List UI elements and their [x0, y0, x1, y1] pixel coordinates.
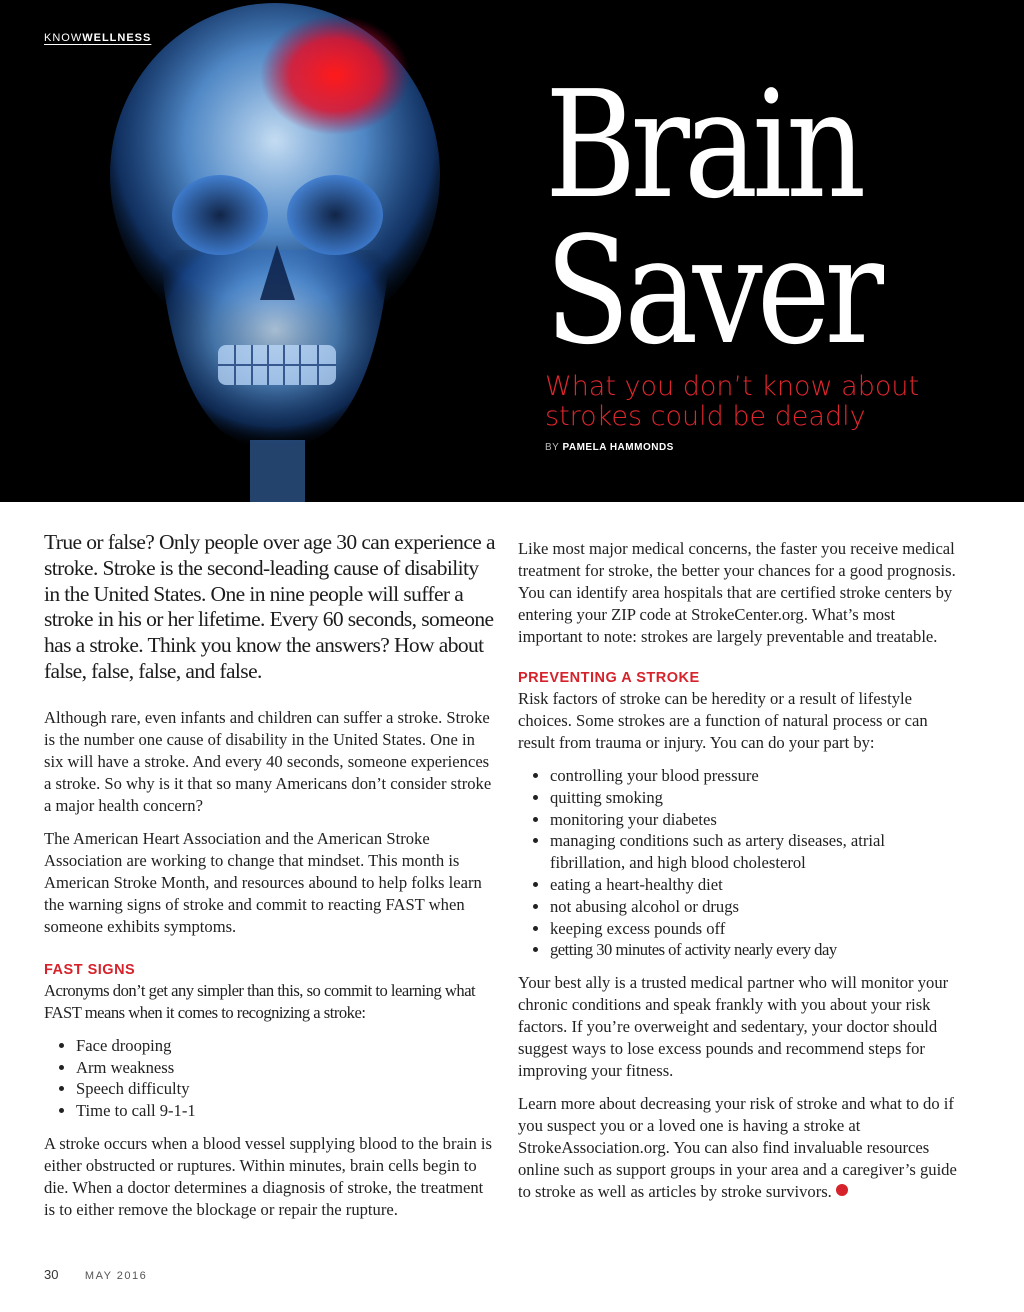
- fast-signs-list: [44, 1035, 496, 1122]
- body-paragraph: Your best ally is a trusted medical partner who will monitor your chronic conditions and speak frankly with you about your risk factors. If you’re overweight and sedentary, your doctor should suggest ways to lose excess pounds and recommend steps for improving your fitness.: [518, 973, 949, 1081]
- byline-author: PAMELA HAMMONDS: [562, 442, 674, 453]
- list-item: • quitting smoking: [550, 787, 960, 809]
- section-tag-know: KNOW: [44, 32, 83, 44]
- list-item: • not abusing alcohol or drugs: [550, 896, 960, 918]
- preventing-heading: PREVENTING A STROKE: [518, 670, 700, 686]
- list-item: • controlling your blood pressure: [550, 765, 960, 787]
- article-subtitle: What you don’t know about strokes could be deadly: [545, 371, 920, 432]
- body-paragraph: A stroke occurs when a blood vessel supplying blood to the brain is either obstructed or ruptures. Within minutes, brain cells begin to die. When a doctor determines a diagnosis of stroke, the treatment is to either remove the blockage or repair the rupture.: [44, 1133, 492, 1219]
- list-item: • eating a heart-healthy diet: [550, 874, 960, 896]
- closing-paragraph: [518, 1093, 960, 1203]
- list-item: • Face drooping: [76, 1035, 496, 1057]
- body-paragraph: Like most major medical concerns, the faster you receive medical treatment for stroke, the better your chances for a good prognosis. You can identify area hospitals that are certified stroke centers by entering your ZIP code at StrokeCenter.org. What’s most important to note: strokes are largely preventable and treatable.: [518, 539, 956, 646]
- list-item: • monitoring your diabetes: [550, 809, 960, 831]
- skull-xray-image: [90, 0, 470, 502]
- list-item: • getting 30 minutes of activity nearly every day: [550, 939, 960, 961]
- right-column: [518, 538, 960, 1214]
- fast-signs-heading: FAST SIGNS: [44, 961, 136, 978]
- preventing-list: [518, 765, 960, 961]
- end-mark-icon: [836, 1184, 848, 1196]
- fast-signs-intro: Acronyms don’t get any simpler than this, so commit to learning what FAST means when it comes to recognizing a stroke:: [44, 980, 476, 1022]
- issue-date: MAY 2016: [84, 1270, 148, 1282]
- list-item: • keeping excess pounds off: [550, 918, 960, 940]
- preventing-intro: Risk factors of stroke can be heredity or a result of lifestyle choices. Some strokes are a function of natural process or can result from trauma or injury. You can do your part by:: [518, 689, 928, 752]
- byline-by: BY: [545, 442, 560, 453]
- closing-paragraph-text: Learn more about decreasing your risk of stroke and what to do if you suspect you or a loved one is having a stroke at StrokeAssociation.org. You can also find invaluable resources online such as support groups in your area and a caregiver’s guide to stroke as well as articles by stroke survivors.: [518, 1094, 957, 1202]
- left-column: [44, 530, 496, 1232]
- body-paragraph: Although rare, even infants and children can suffer a stroke. Stroke is the number one cause of disability in the United States. One in six will have a stroke. And every 40 seconds, someone experiences a stroke. So why is it that so many Americans don’t consider stroke a major health concern?: [44, 707, 492, 815]
- list-item: • Time to call 9-1-1: [76, 1100, 496, 1122]
- byline: [545, 442, 674, 453]
- list-item: • managing conditions such as artery diseases, atrial fibrillation, and high blood cholesterol: [550, 830, 960, 874]
- page-number: 30: [44, 1267, 59, 1282]
- body-paragraph: The American Heart Association and the American Stroke Association are working to change that mindset. This month is American Stroke Month, and resources abound to help folks learn the warning signs of stroke and commit to reacting FAST when someone exhibits symptoms.: [44, 828, 482, 936]
- list-item: • Arm weakness: [76, 1057, 496, 1079]
- list-item: • Speech difficulty: [76, 1078, 496, 1100]
- page-footer: [44, 1266, 147, 1284]
- article-title: [545, 59, 879, 377]
- section-tag: [44, 32, 151, 44]
- title-line-1: Brain: [545, 59, 861, 231]
- lead-paragraph: True or false? Only people over age 30 can experience a stroke. Stroke is the second-leading cause of disability in the United States. One in nine people will suffer a stroke in his or her lifetime. Every 60 seconds, someone has a stroke. Think you know the answers? How about false, false, false, and false.: [44, 530, 495, 683]
- section-tag-wellness: WELLNESS: [82, 32, 152, 44]
- title-line-2: Saver: [545, 205, 879, 377]
- hero-banner: [0, 0, 1024, 502]
